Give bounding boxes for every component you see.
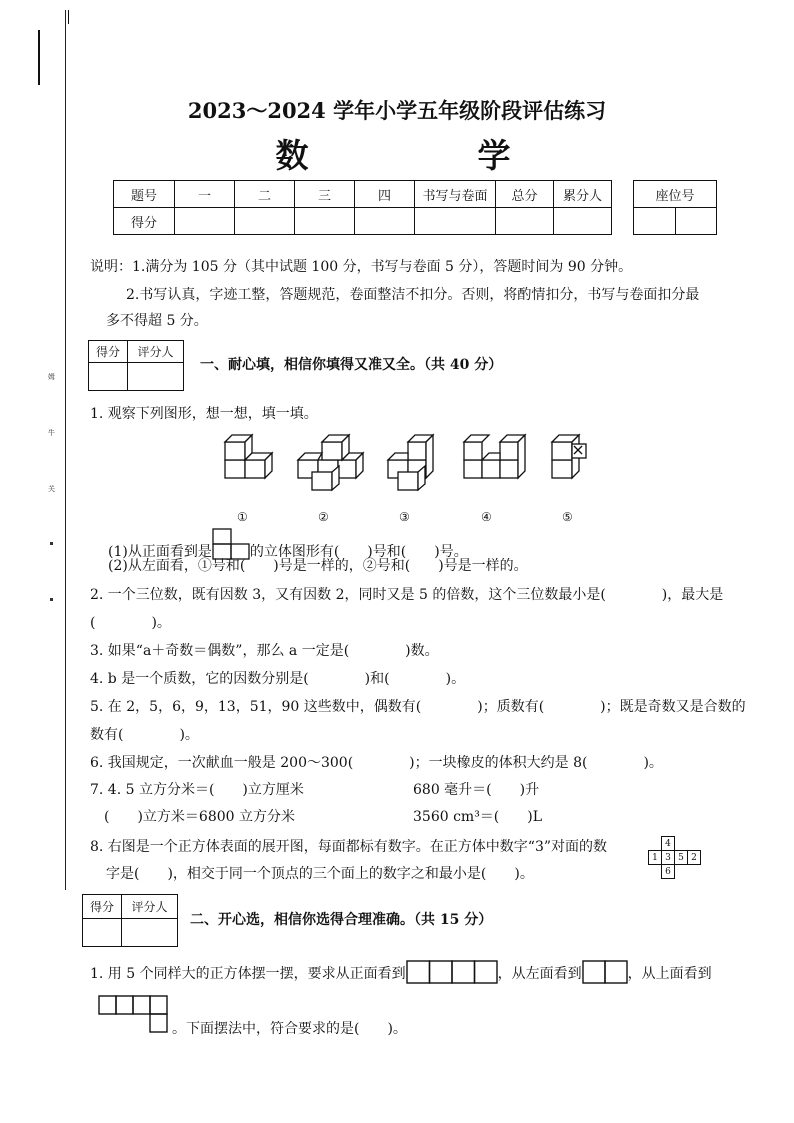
binding-mark — [68, 10, 69, 24]
cube-net — [648, 836, 701, 879]
score-cell[interactable] — [235, 208, 295, 235]
question-1-1-prefix: (1)从正面看到是 — [108, 544, 212, 560]
score-header: 二 — [235, 181, 295, 208]
cube-figure-4 — [464, 435, 525, 478]
grader-score-label: 得分 — [83, 895, 122, 919]
seat-table — [633, 180, 717, 235]
question-1: 1. 观察下列图形，想一想，填一填。 — [90, 406, 318, 422]
net-face: 4 — [662, 837, 675, 851]
question-1-2: (2)从左面看，①号和( )号是一样的，②号和( )号是一样的。 — [108, 558, 528, 574]
question-8-cont: 字是( )，相交于同一个顶点的三个面上的数字之和最小是( )。 — [106, 866, 534, 882]
question-2-1-cont: 。下面摆法中，符合要求的是( )。 — [172, 1021, 407, 1037]
score-cell[interactable] — [554, 208, 612, 235]
score-header: 书写与卷面 — [415, 181, 496, 208]
figure-label: ④ — [481, 510, 492, 524]
grader-score-cell[interactable] — [89, 363, 128, 391]
section-heading: 二、开心选，相信你选得合理准确。（共 15 分） — [190, 912, 493, 928]
grader-score-label: 得分 — [89, 341, 128, 363]
score-row-label: 得分 — [114, 208, 175, 235]
grader-box — [82, 894, 178, 947]
binding-mark — [38, 30, 40, 85]
net-face: 5 — [675, 851, 688, 865]
question-1-1-suffix: 的立体图形有( )号和( )号。 — [249, 544, 468, 560]
seat-cell[interactable] — [634, 208, 676, 235]
net-face: 1 — [649, 851, 662, 865]
score-header: 总分 — [496, 181, 554, 208]
front-view-shape — [406, 960, 498, 984]
cube-figure-3 — [388, 435, 433, 490]
figure-label: ⑤ — [562, 510, 573, 524]
figure-label: ③ — [399, 510, 410, 524]
question-2-1-end: ，从上面看到 — [627, 966, 712, 982]
score-cell[interactable] — [496, 208, 554, 235]
instructions-line: 多不得超 5 分。 — [106, 313, 208, 329]
figure-label: ① — [237, 510, 248, 524]
score-cell[interactable] — [175, 208, 235, 235]
question-2-1-mid: ，从左面看到 — [497, 966, 582, 982]
instructions-line: 2.书写认真，字迹工整，答题规范，卷面整洁不扣分。否则，将酌情扣分，书写与卷面扣分最 — [126, 287, 700, 303]
score-table — [113, 180, 612, 235]
grader-score-cell[interactable] — [83, 919, 122, 947]
question-6: 6. 我国规定，一次献血一般是 200～300( )；一块橡皮的体积大约是 8( )。 — [90, 755, 663, 771]
question-2-1-prefix: 1. 用 5 个同样大的正方体摆一摆，要求从正面看到 — [90, 966, 406, 982]
question-7a-right: 680 毫升＝( )升 — [413, 782, 540, 798]
grader-name-cell[interactable] — [122, 919, 178, 947]
net-face: 2 — [688, 851, 701, 865]
cube-figure-5 — [552, 435, 586, 478]
grader-name-label: 评分人 — [128, 341, 184, 363]
subject-title: 数 学 — [275, 136, 579, 175]
cube-figure-1 — [225, 435, 272, 478]
cube-figure-2 — [298, 435, 363, 490]
question-5: 5. 在 2，5，6，9，13，51，90 这些数中，偶数有( )；质数有( )；既是奇数又是合数的 — [90, 699, 746, 715]
question-7a-left: 7. 4. 5 立方分米＝( )立方厘米 — [90, 782, 304, 798]
margin-dot — [50, 598, 53, 601]
question-7b-right: 3560 cm³＝( )L — [413, 809, 543, 825]
margin-char: 关 — [48, 485, 55, 493]
score-cell[interactable] — [295, 208, 355, 235]
section-heading: 一、耐心填，相信你填得又准又全。（共 40 分） — [200, 357, 503, 373]
score-header: 一 — [175, 181, 235, 208]
question-8: 8. 右图是一个正方体表面的展开图，每面都标有数字。在正方体中数字“3”对面的数 — [90, 839, 608, 855]
grader-name-cell[interactable] — [128, 363, 184, 391]
seat-label: 座位号 — [634, 181, 717, 208]
question-5-cont: 数有( )。 — [90, 727, 199, 743]
score-cell[interactable] — [355, 208, 415, 235]
cube-figures — [210, 430, 610, 510]
exam-title: 2023～2024 学年小学五年级阶段评估练习 — [187, 98, 607, 123]
grader-name-label: 评分人 — [122, 895, 178, 919]
left-view-shape — [582, 960, 628, 984]
question-2-1 — [90, 960, 712, 984]
margin-dot — [50, 542, 53, 545]
instructions-line: 说明：1.满分为 105 分（其中试题 100 分，书写与卷面 5 分），答题时间为 90 分钟。 — [90, 259, 633, 275]
seat-cell[interactable] — [675, 208, 717, 235]
score-header: 累分人 — [554, 181, 612, 208]
question-4: 4. b 是一个质数，它的因数分别是( )和( )。 — [90, 671, 466, 687]
score-header: 题号 — [114, 181, 175, 208]
net-face: 6 — [662, 865, 675, 879]
top-view-shape — [98, 995, 170, 1035]
score-cell[interactable] — [415, 208, 496, 235]
score-header: 三 — [295, 181, 355, 208]
margin-char: 姆 — [48, 373, 55, 381]
question-3: 3. 如果“a＋奇数＝偶数”，那么 a 一定是( )数。 — [90, 643, 439, 659]
figure-label: ② — [318, 510, 329, 524]
margin-char: 牛 — [48, 429, 55, 437]
question-7b-left: ( )立方米＝6800 立方分米 — [104, 809, 296, 825]
score-header: 四 — [355, 181, 415, 208]
question-2: 2. 一个三位数，既有因数 3，又有因数 2，同时又是 5 的倍数，这个三位数最小是( )，最大是 — [90, 587, 724, 603]
question-2-cont: ( )。 — [90, 615, 171, 631]
grader-box — [88, 340, 184, 391]
net-face: 3 — [662, 851, 675, 865]
